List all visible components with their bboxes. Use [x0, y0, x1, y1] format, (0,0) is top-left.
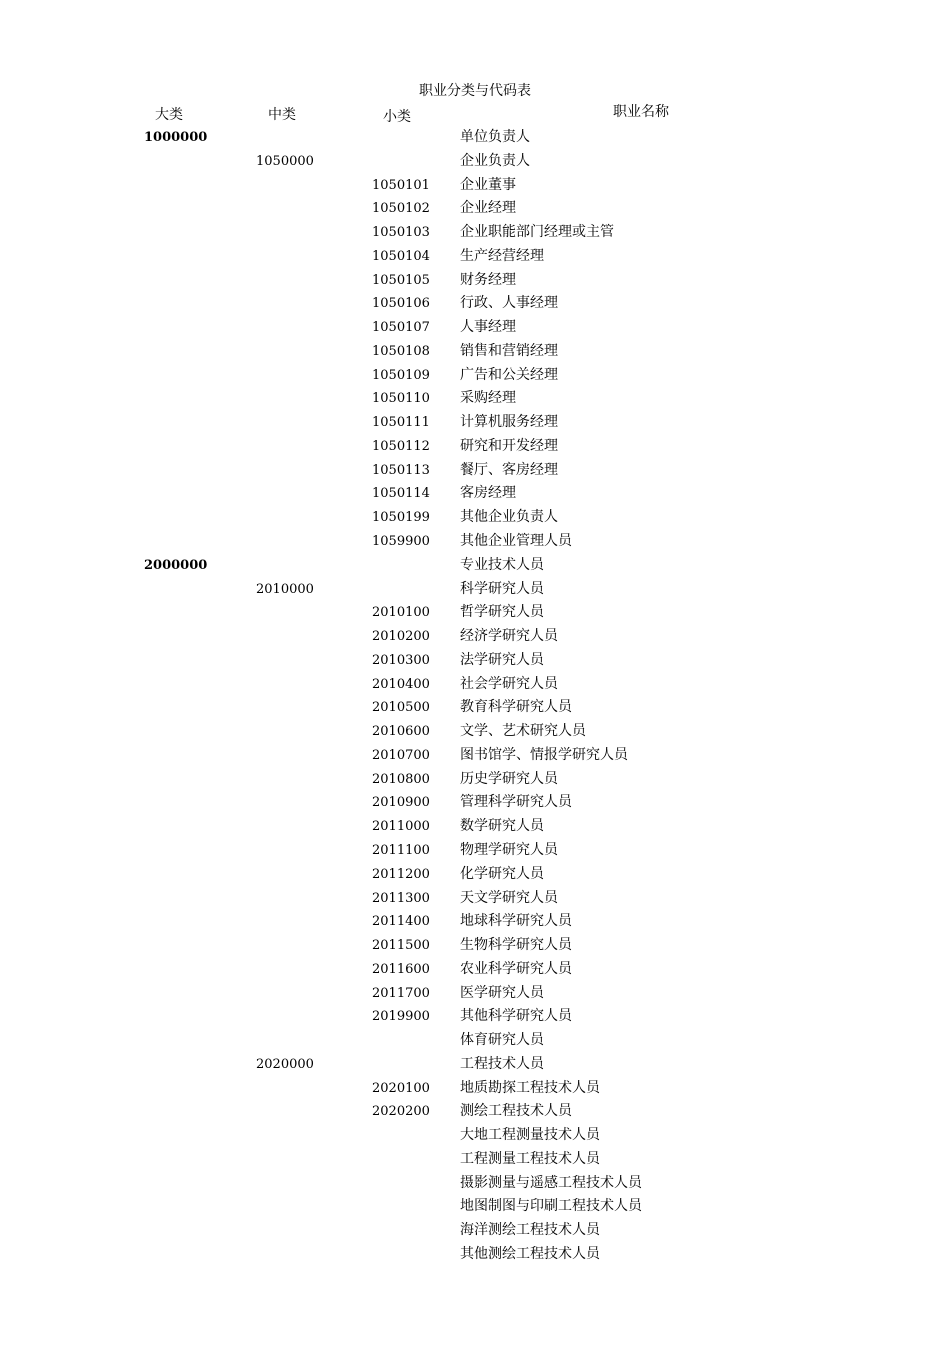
- occupation-name: 企业董事: [460, 176, 516, 193]
- table-row: [0, 625, 950, 649]
- table-row: [0, 435, 950, 459]
- code-minor: 2011600: [372, 961, 430, 977]
- code-minor: 1059900: [372, 534, 430, 550]
- code-minor: 2019900: [372, 1009, 430, 1025]
- occupation-table: [0, 126, 950, 1267]
- code-minor: 2010500: [372, 700, 430, 716]
- occupation-name: 财务经理: [460, 271, 516, 288]
- table-row: [0, 245, 950, 269]
- table-row: [0, 578, 950, 602]
- code-minor: 1050110: [372, 391, 430, 407]
- occupation-name: 经济学研究人员: [460, 628, 558, 645]
- header-major: 大类: [155, 107, 183, 123]
- table-row: [0, 554, 950, 578]
- table-row: [0, 292, 950, 316]
- code-major: 2000000: [144, 557, 208, 573]
- code-minor: 2010300: [372, 652, 430, 668]
- occupation-name: 哲学研究人员: [460, 604, 544, 621]
- table-row: [0, 982, 950, 1006]
- occupation-name: 其他企业负责人: [460, 509, 558, 526]
- occupation-name: 教育科学研究人员: [460, 699, 572, 716]
- table-row: [0, 174, 950, 198]
- occupation-name: 企业负责人: [460, 152, 530, 169]
- occupation-name: 地图制图与印刷工程技术人员: [460, 1198, 642, 1215]
- table-row: [0, 1195, 950, 1219]
- occupation-name: 物理学研究人员: [460, 841, 558, 858]
- code-minor: 1050103: [372, 225, 430, 241]
- occupation-name: 其他测绘工程技术人员: [460, 1245, 600, 1262]
- occupation-name: 企业经理: [460, 200, 516, 217]
- table-row: [0, 768, 950, 792]
- occupation-name: 销售和营销经理: [460, 342, 558, 359]
- code-minor: 1050104: [372, 248, 430, 264]
- code-minor: 2011400: [372, 914, 430, 930]
- header-minor: 小类: [383, 109, 411, 125]
- table-row: [0, 934, 950, 958]
- code-minor: 2011200: [372, 866, 430, 882]
- code-minor: 2020100: [372, 1080, 430, 1096]
- code-minor: 1050109: [372, 367, 430, 383]
- table-row: [0, 1053, 950, 1077]
- table-row: [0, 506, 950, 530]
- occupation-name: 生产经营经理: [460, 247, 544, 264]
- table-row: [0, 1077, 950, 1101]
- table-row: [0, 863, 950, 887]
- occupation-name: 体育研究人员: [460, 1032, 544, 1049]
- table-row: [0, 340, 950, 364]
- table-row: [0, 1172, 950, 1196]
- code-minor: 1050113: [372, 462, 430, 478]
- table-row: [0, 1005, 950, 1029]
- table-row: [0, 1029, 950, 1053]
- occupation-name: 数学研究人员: [460, 818, 544, 835]
- occupation-name: 研究和开发经理: [460, 437, 558, 454]
- occupation-name: 计算机服务经理: [460, 414, 558, 431]
- occupation-name: 农业科学研究人员: [460, 960, 572, 977]
- occupation-name: 测绘工程技术人员: [460, 1103, 572, 1120]
- occupation-name: 医学研究人员: [460, 984, 544, 1001]
- occupation-name: 天文学研究人员: [460, 889, 558, 906]
- occupation-name: 企业职能部门经理或主管: [460, 224, 614, 241]
- table-row: [0, 1124, 950, 1148]
- occupation-name: 地球科学研究人员: [460, 913, 572, 930]
- code-minor: 2010200: [372, 629, 430, 645]
- occupation-name: 生物科学研究人员: [460, 937, 572, 954]
- occupation-name: 其他企业管理人员: [460, 533, 572, 550]
- code-minor: 1050101: [372, 177, 430, 193]
- code-major: 1000000: [144, 130, 208, 145]
- code-mid: 1050000: [256, 153, 314, 169]
- header-name: 职业名称: [613, 104, 669, 120]
- table-row: [0, 1148, 950, 1172]
- occupation-name: 采购经理: [460, 390, 516, 407]
- occupation-name: 科学研究人员: [460, 580, 544, 597]
- occupation-name: 餐厅、客房经理: [460, 461, 558, 478]
- code-minor: 2011700: [372, 985, 430, 1001]
- table-row: [0, 696, 950, 720]
- code-minor: 1050199: [372, 510, 430, 526]
- table-row: [0, 459, 950, 483]
- table-row: [0, 269, 950, 293]
- code-minor: 2020200: [372, 1104, 430, 1120]
- occupation-name: 大地工程测量技术人员: [460, 1127, 600, 1144]
- code-minor: 1050111: [372, 415, 430, 431]
- table-row: [0, 839, 950, 863]
- occupation-name: 人事经理: [460, 319, 516, 336]
- table-row: [0, 744, 950, 768]
- occupation-name: 图书馆学、情报学研究人员: [460, 746, 628, 763]
- occupation-name: 海洋测绘工程技术人员: [460, 1222, 600, 1239]
- occupation-name: 化学研究人员: [460, 865, 544, 882]
- code-minor: 1050102: [372, 201, 430, 217]
- occupation-name: 法学研究人员: [460, 651, 544, 668]
- occupation-name: 单位负责人: [460, 129, 530, 145]
- occupation-name: 工程测量工程技术人员: [460, 1150, 600, 1167]
- table-row: [0, 1100, 950, 1124]
- code-minor: 2010700: [372, 747, 430, 763]
- code-minor: 1050114: [372, 486, 430, 502]
- occupation-name: 工程技术人员: [460, 1055, 544, 1072]
- table-row: [0, 482, 950, 506]
- code-minor: 1050112: [372, 438, 430, 454]
- code-minor: 2011100: [372, 842, 430, 858]
- occupation-name: 其他科学研究人员: [460, 1008, 572, 1025]
- table-row: [0, 221, 950, 245]
- table-row: [0, 387, 950, 411]
- occupation-name: 社会学研究人员: [460, 675, 558, 692]
- occupation-name: 行政、人事经理: [460, 295, 558, 312]
- occupation-name: 广告和公关经理: [460, 366, 558, 383]
- code-minor: 2011000: [372, 819, 430, 835]
- table-row: [0, 815, 950, 839]
- code-minor: 1050108: [372, 343, 430, 359]
- occupation-name: 地质勘探工程技术人员: [460, 1079, 600, 1096]
- table-row: [0, 720, 950, 744]
- table-row: [0, 150, 950, 174]
- table-row: [0, 601, 950, 625]
- page-title: 职业分类与代码表: [419, 83, 531, 99]
- table-row: [0, 1219, 950, 1243]
- table-row: [0, 364, 950, 388]
- occupation-name: 专业技术人员: [460, 556, 544, 573]
- code-minor: 2010400: [372, 676, 430, 692]
- code-minor: 2010800: [372, 771, 430, 787]
- table-row: [0, 1243, 950, 1267]
- occupation-name: 文学、艺术研究人员: [460, 723, 586, 740]
- code-mid: 2010000: [256, 581, 314, 597]
- table-row: [0, 316, 950, 340]
- occupation-name: 客房经理: [460, 485, 516, 502]
- header-mid: 中类: [268, 107, 296, 123]
- table-row: [0, 958, 950, 982]
- occupation-name: 摄影测量与遥感工程技术人员: [460, 1174, 642, 1191]
- table-row: [0, 791, 950, 815]
- code-minor: 2010600: [372, 724, 430, 740]
- code-minor: 2011500: [372, 938, 430, 954]
- code-minor: 2010900: [372, 795, 430, 811]
- table-row: [0, 649, 950, 673]
- table-row: [0, 530, 950, 554]
- table-row: [0, 411, 950, 435]
- table-row: [0, 197, 950, 221]
- code-minor: 2011300: [372, 890, 430, 906]
- code-minor: 1050105: [372, 272, 430, 288]
- code-mid: 2020000: [256, 1056, 314, 1072]
- occupation-name: 管理科学研究人员: [460, 794, 572, 811]
- occupation-name: 历史学研究人员: [460, 770, 558, 787]
- table-row: [0, 673, 950, 697]
- code-minor: 1050107: [372, 320, 430, 336]
- table-row: [0, 887, 950, 911]
- code-minor: 2010100: [372, 605, 430, 621]
- code-minor: 1050106: [372, 296, 430, 312]
- table-row: [0, 126, 950, 150]
- table-row: [0, 910, 950, 934]
